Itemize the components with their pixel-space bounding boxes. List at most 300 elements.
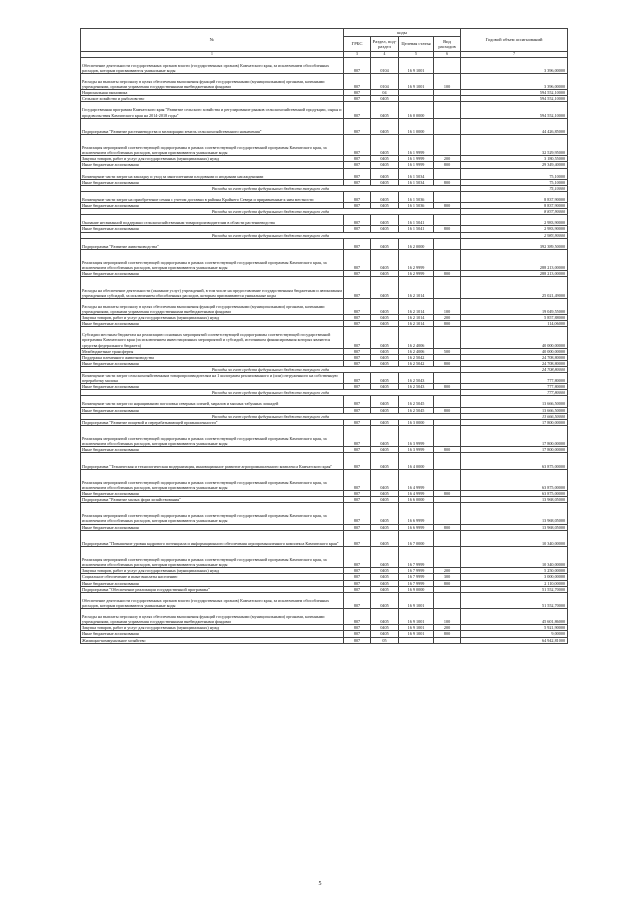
target-article-cell: 16 2 9999 xyxy=(399,271,434,277)
section-cell: 0405 xyxy=(371,530,399,546)
name-cell: Иные бюджетные ассигнования xyxy=(81,631,344,637)
federal-budget-note: Расходы за счет средств федерального бюджета текущего года xyxy=(81,185,461,191)
table-row xyxy=(81,73,568,89)
target-article-cell: 16 1 5041 xyxy=(399,215,434,226)
expense-type-cell xyxy=(434,637,461,643)
table-row xyxy=(81,425,568,446)
grbs-cell: 807 xyxy=(344,168,371,179)
grbs-cell: 807 xyxy=(344,580,371,586)
target-article-cell: 16 2 4006 xyxy=(399,348,434,354)
section-cell: 0104 xyxy=(371,57,399,73)
expense-type-cell: 800 xyxy=(434,162,461,168)
target-article-cell: 16 2 5042 xyxy=(399,360,434,366)
sum-cell: 392 389,50000 xyxy=(461,238,568,249)
section-cell: 04 xyxy=(371,90,399,96)
name-cell: Обеспечение деятельности государственных органов власти (государственных органов) Камчатского края, за исключением обособленных расходов, которым присваиваются уникальные коды xyxy=(81,592,344,608)
sum-cell: 777,80000 xyxy=(461,372,568,383)
sum-cell: 3 180,55000 xyxy=(461,156,568,162)
sum-cell: 13 968,05000 xyxy=(461,524,568,530)
section-cell: 0405 xyxy=(371,191,399,202)
note-sum-cell: 2 983,90000 xyxy=(461,232,568,238)
name-cell: Реализация мероприятий соответствующей подпрограммы в рамках соответствующей государственной программы Камчатского края, за исключением обособленных расходов, которым присваиваются уникальные коды xyxy=(81,425,344,446)
table-row xyxy=(81,372,568,383)
target-article-cell: 16 6 9999 xyxy=(399,524,434,530)
target-article-cell: 16 7 0000 xyxy=(399,530,434,546)
sum-cell: 45 601,86000 xyxy=(461,609,568,625)
expense-type-cell xyxy=(434,372,461,383)
grbs-cell: 807 xyxy=(344,96,371,102)
name-cell: Иные бюджетные ассигнования xyxy=(81,524,344,530)
name-cell: Закупка товаров, работ и услуг для государственных (муниципальных) нужд xyxy=(81,156,344,162)
target-article-cell: 16 9 1001 xyxy=(399,609,434,625)
grbs-cell: 807 xyxy=(344,277,371,298)
expense-type-cell xyxy=(434,546,461,567)
name-cell: Подпрограмма "Техническая и технологическая модернизация, инновационное развитие агропромышленного комплекса Камчатского края" xyxy=(81,453,344,469)
section-cell: 0405 xyxy=(371,118,399,134)
grbs-cell: 807 xyxy=(344,546,371,567)
name-cell: Реализация мероприятий соответствующей подпрограммы в рамках соответствующей государственной программы Камчатского края, за исключением обособленных расходов, которым присваиваются уникальные коды xyxy=(81,503,344,524)
num-header: № xyxy=(81,29,344,52)
federal-budget-note: Расходы за счет средств федерального бюджета текущего года xyxy=(81,209,461,215)
grbs-cell: 807 xyxy=(344,226,371,232)
sum-cell: 13 666,50000 xyxy=(461,407,568,413)
table-row xyxy=(81,637,568,643)
sum-header: Годовой объем ассигнований xyxy=(461,29,568,52)
grbs-cell: 807 xyxy=(344,73,371,89)
sum-cell: 3 396,00000 xyxy=(461,57,568,73)
section-cell: 0405 xyxy=(371,215,399,226)
name-cell: Иные бюджетные ассигнования xyxy=(81,179,344,185)
section-cell: 0405 xyxy=(371,586,399,592)
target-article-cell: 16 2 5045 xyxy=(399,396,434,407)
name-cell: Иные бюджетные ассигнования xyxy=(81,321,344,327)
sum-cell: 5 921,90000 xyxy=(461,625,568,631)
name-cell: Подпрограмма "Развитие малых форм хозяйствования" xyxy=(81,497,344,503)
grbs-cell: 807 xyxy=(344,637,371,643)
name-cell: Иные бюджетные ассигнования xyxy=(81,580,344,586)
section-cell: 0405 xyxy=(371,546,399,567)
name-cell: Реализация мероприятий соответствующей подпрограммы в рамках соответствующей государственной программы Камчатского края, за исключением обособленных расходов, которым присваиваются уникальные коды xyxy=(81,249,344,270)
expense-type-cell: 800 xyxy=(434,321,461,327)
section-cell: 0405 xyxy=(371,327,399,348)
target-article-cell: 16 4 9999 xyxy=(399,491,434,497)
section-cell: 0405 xyxy=(371,321,399,327)
name-cell: Иные бюджетные ассигнования xyxy=(81,162,344,168)
section-cell: 0405 xyxy=(371,298,399,314)
sum-cell: 2 983,90000 xyxy=(461,226,568,232)
name-cell: Иные бюджетные ассигнования xyxy=(81,407,344,413)
section-cell: 0405 xyxy=(371,419,399,425)
name-cell: Подпрограмма "Развитие растениеводства и мелиорации земель сельскохозяйственного назначения" xyxy=(81,118,344,134)
table-row xyxy=(81,469,568,490)
target-article-cell: 16 4 0000 xyxy=(399,453,434,469)
expense-type-cell: 800 xyxy=(434,580,461,586)
section-cell: 0405 xyxy=(371,238,399,249)
sum-cell: 8 837,90000 xyxy=(461,191,568,202)
note-sum-cell: 8 837,90000 xyxy=(461,209,568,215)
target-article-cell: 16 3 9999 xyxy=(399,425,434,446)
grbs-cell: 807 xyxy=(344,327,371,348)
grbs-cell: 807 xyxy=(344,372,371,383)
note-sum-cell: 24 708,80000 xyxy=(461,366,568,372)
name-cell: Жилищно-коммунальное хозяйство xyxy=(81,637,344,643)
grbs-cell: 807 xyxy=(344,102,371,118)
section-cell: 0104 xyxy=(371,73,399,89)
target-article-cell: 16 1 5036 xyxy=(399,191,434,202)
target-article-cell: 16 4 9999 xyxy=(399,469,434,490)
grbs-cell: 807 xyxy=(344,447,371,453)
target-article-cell: 16 1 0000 xyxy=(399,118,434,134)
table-row xyxy=(81,609,568,625)
sum-cell: 3 396,00000 xyxy=(461,73,568,89)
name-cell: Реализация мероприятий соответствующей подпрограммы в рамках соответствующей государственной программы Камчатского края, за исключением обособленных расходов, которым присваиваются уникальные коды xyxy=(81,469,344,490)
section-cell: 0405 xyxy=(371,271,399,277)
sum-cell: 63 875,00000 xyxy=(461,491,568,497)
section-cell: 0405 xyxy=(371,168,399,179)
sum-cell: 10 340,00000 xyxy=(461,530,568,546)
expense-type-cell xyxy=(434,57,461,73)
sum-cell: 17 800,00000 xyxy=(461,419,568,425)
target-article-cell: 16 9 0000 xyxy=(399,586,434,592)
grbs-cell: 807 xyxy=(344,348,371,354)
sum-cell: 594 552,10000 xyxy=(461,102,568,118)
section-cell: 0405 xyxy=(371,396,399,407)
target-article-cell: 16 1 9999 xyxy=(399,134,434,155)
grbs-cell: 807 xyxy=(344,568,371,574)
name-cell: Иные бюджетные ассигнования xyxy=(81,271,344,277)
grbs-cell: 807 xyxy=(344,271,371,277)
sum-cell: 44 426,85000 xyxy=(461,118,568,134)
target-article-cell: 16 3 0000 xyxy=(399,419,434,425)
grbs-cell: 807 xyxy=(344,191,371,202)
target-article-cell: 16 7 9999 xyxy=(399,574,434,580)
expense-type-cell xyxy=(434,215,461,226)
section-cell: 0405 xyxy=(371,524,399,530)
grbs-cell: 807 xyxy=(344,156,371,162)
expense-type-cell: 800 xyxy=(434,491,461,497)
name-cell: Расходы на обеспечение деятельности (оказание услуг) учреждений, в том числе на предоставление государственным бюджетным и автономным учреждениям субсидий, за исключением обособленных расходов, которым присваиваются уникальные коды xyxy=(81,277,344,298)
target-article-cell: 16 0 0000 xyxy=(399,102,434,118)
grbs-cell: 807 xyxy=(344,354,371,360)
expense-type-cell: 800 xyxy=(434,384,461,390)
sum-cell: 40 000,00000 xyxy=(461,348,568,354)
table-row xyxy=(81,215,568,226)
grbs-cell: 807 xyxy=(344,215,371,226)
name-cell: Обеспечение деятельности государственных органов власти (государственных органов) Камчатского края, за исключением обособленных расходов, которым присваиваются уникальные коды xyxy=(81,57,344,73)
table-row xyxy=(81,546,568,567)
grbs-cell: 807 xyxy=(344,631,371,637)
section-cell: 0405 xyxy=(371,609,399,625)
target-article-cell: 16 1 9999 xyxy=(399,156,434,162)
target-article-cell: 16 2 1014 xyxy=(399,298,434,314)
target-article-cell: 16 9 1001 xyxy=(399,57,434,73)
grbs-cell: 807 xyxy=(344,503,371,524)
sum-cell: 777,80000 xyxy=(461,384,568,390)
sum-cell: 63 875,00000 xyxy=(461,469,568,490)
sum-cell: 40 000,00000 xyxy=(461,327,568,348)
target-article-cell: 16 2 0000 xyxy=(399,238,434,249)
name-cell: Социальное обеспечение и иные выплаты населению xyxy=(81,574,344,580)
name-cell: Иные бюджетные ассигнования xyxy=(81,447,344,453)
name-cell: Государственная программа Камчатского края "Развитие сельского хозяйства и регулирование рынков сельскохозяйственной продукции, сырья и продовольствия Камчатского края на 2014-2018 годы" xyxy=(81,102,344,118)
target-article-cell: 16 9 1001 xyxy=(399,631,434,637)
budget-rows xyxy=(81,57,568,643)
expense-type-cell xyxy=(434,425,461,446)
table-row xyxy=(81,134,568,155)
expense-type-cell xyxy=(434,592,461,608)
sum-cell: 3 000,00000 xyxy=(461,574,568,580)
section-cell: 0405 xyxy=(371,134,399,155)
expense-type-cell xyxy=(434,191,461,202)
target-article-cell: 16 9 1001 xyxy=(399,592,434,608)
section-cell: 0405 xyxy=(371,503,399,524)
section-cell: 0405 xyxy=(371,407,399,413)
column-index: 1 xyxy=(81,52,344,58)
expense-type-cell: 200 xyxy=(434,568,461,574)
grbs-cell: 807 xyxy=(344,162,371,168)
section-cell: 0405 xyxy=(371,203,399,209)
column-index: 4 xyxy=(371,52,399,58)
expense-type-cell xyxy=(434,102,461,118)
section-cell: 0405 xyxy=(371,360,399,366)
section-cell: 0405 xyxy=(371,469,399,490)
target-article-cell: 16 2 5043 xyxy=(399,372,434,383)
sum-cell: 17 800,00000 xyxy=(461,447,568,453)
expense-type-cell xyxy=(434,469,461,490)
page-number: 5 xyxy=(318,881,322,887)
table-row xyxy=(81,102,568,118)
expense-type-cell xyxy=(434,396,461,407)
target-article-cell: 16 2 5042 xyxy=(399,354,434,360)
sum-cell: 114,06000 xyxy=(461,321,568,327)
name-cell: Подпрограмма "Повышение уровня кадрового потенциала и информационного обеспечения агропромышленного комплекса Камчатского края" xyxy=(81,530,344,546)
grbs-cell: 807 xyxy=(344,574,371,580)
section-cell: 0405 xyxy=(371,384,399,390)
target-article-cell: 16 9 1001 xyxy=(399,73,434,89)
expense-type-cell xyxy=(434,530,461,546)
expense-type-cell: 800 xyxy=(434,631,461,637)
note-sum-cell: 777,80000 xyxy=(461,390,568,396)
section-cell: 0405 xyxy=(371,226,399,232)
table-row xyxy=(81,503,568,524)
section-cell: 0405 xyxy=(371,580,399,586)
grbs-cell: 807 xyxy=(344,524,371,530)
grbs-cell: 807 xyxy=(344,530,371,546)
expense-type-cell xyxy=(434,327,461,348)
section-cell: 0405 xyxy=(371,277,399,298)
grbs-header: ГРБС xyxy=(344,37,371,52)
column-index: 6 xyxy=(434,52,461,58)
expense-type-cell: 800 xyxy=(434,524,461,530)
section-cell: 0405 xyxy=(371,631,399,637)
table-row xyxy=(81,168,568,179)
sum-cell: 75,10000 xyxy=(461,179,568,185)
name-cell: Сельское хозяйство и рыболовство xyxy=(81,96,344,102)
section-cell: 0405 xyxy=(371,574,399,580)
section-cell: 0405 xyxy=(371,156,399,162)
name-cell: Национальная экономика xyxy=(81,90,344,96)
target-article-cell: 16 9 1001 xyxy=(399,625,434,631)
table-row xyxy=(81,396,568,407)
name-cell: Реализация мероприятий соответствующей подпрограммы в рамках соответствующей государственной программы Камчатского края, за исключением обособленных расходов, которым присваиваются уникальные коды xyxy=(81,134,344,155)
target-article-cell: 16 6 0000 xyxy=(399,497,434,503)
expense-type-cell xyxy=(434,503,461,524)
grbs-cell: 807 xyxy=(344,360,371,366)
grbs-cell: 807 xyxy=(344,315,371,321)
section-cell: 0405 xyxy=(371,162,399,168)
federal-budget-note: Расходы за счет средств федерального бюджета текущего года xyxy=(81,366,461,372)
target-article-cell: 16 3 9999 xyxy=(399,447,434,453)
expense-type-cell xyxy=(434,453,461,469)
name-cell: Иные бюджетные ассигнования xyxy=(81,491,344,497)
grbs-cell: 807 xyxy=(344,586,371,592)
section-header: Раздел, под-раздел xyxy=(371,37,399,52)
expense-type-cell xyxy=(434,238,461,249)
grbs-cell: 807 xyxy=(344,491,371,497)
sum-cell: 594 552,10000 xyxy=(461,96,568,102)
sum-cell: 24 708,80000 xyxy=(461,354,568,360)
name-cell: Подпрограмма "Обеспечение реализации государственной программы" xyxy=(81,586,344,592)
name-cell: Подпрограмма "Развитие животноводства" xyxy=(81,238,344,249)
sum-cell: 288 213,00000 xyxy=(461,249,568,270)
sum-cell: 10 340,00000 xyxy=(461,546,568,567)
note-sum-cell: 13 666,50000 xyxy=(461,413,568,419)
name-cell: Возмещение части затрат сельскохозяйственным товаропроизводителям на 1 килограмм реализованного и (или) отгруженного на собственную переработку молока xyxy=(81,372,344,383)
target-article-cell: 16 1 5036 xyxy=(399,203,434,209)
sum-cell: 13 968,05000 xyxy=(461,497,568,503)
grbs-cell: 807 xyxy=(344,90,371,96)
grbs-cell: 807 xyxy=(344,419,371,425)
expense-type-cell: 300 xyxy=(434,574,461,580)
section-cell: 0405 xyxy=(371,453,399,469)
table-row xyxy=(81,298,568,314)
grbs-cell: 807 xyxy=(344,625,371,631)
section-cell: 0405 xyxy=(371,315,399,321)
name-cell: Закупка товаров, работ и услуг для государственных (муниципальных) нужд xyxy=(81,315,344,321)
target-article-cell xyxy=(399,637,434,643)
name-cell: Иные бюджетные ассигнования xyxy=(81,360,344,366)
expense-type-cell: 800 xyxy=(434,203,461,209)
expense-type-cell: 100 xyxy=(434,609,461,625)
expense-type-cell xyxy=(434,134,461,155)
name-cell: Возмещение части затрат по наращиванию поголовья северных оленей, маралов и мясных табунных лошадей xyxy=(81,396,344,407)
name-cell: Расходы на выплаты персоналу в целях обеспечения выполнения функций государственными (муниципальными) органами, казенными учреждениями, органами управления государственными внебюджетными фондами xyxy=(81,609,344,625)
grbs-cell: 807 xyxy=(344,203,371,209)
budget-table-sheet xyxy=(80,28,567,644)
column-index: 5 xyxy=(399,52,434,58)
expense-type-cell: 200 xyxy=(434,156,461,162)
table-row xyxy=(81,277,568,298)
expense-type-cell: 800 xyxy=(434,271,461,277)
target-article-cell: 16 2 4006 xyxy=(399,327,434,348)
target-article-cell: 16 1 5041 xyxy=(399,226,434,232)
codes-header: коды xyxy=(344,29,461,37)
grbs-cell: 807 xyxy=(344,249,371,270)
sum-cell: 25 021,49000 xyxy=(461,277,568,298)
sum-cell: 51 552,70000 xyxy=(461,586,568,592)
sum-cell: 13 666,50000 xyxy=(461,396,568,407)
sum-cell: 2 110,00000 xyxy=(461,580,568,586)
name-cell: Закупка товаров, работ и услуг для государственных (муниципальных) нужд xyxy=(81,568,344,574)
expense-type-cell: 200 xyxy=(434,625,461,631)
table-row xyxy=(81,530,568,546)
sum-cell: 63 875,00000 xyxy=(461,453,568,469)
name-cell: Реализация мероприятий соответствующей подпрограммы в рамках соответствующей государственной программы Камчатского края, за исключением обособленных расходов, которым присваиваются уникальные коды xyxy=(81,546,344,567)
grbs-cell: 807 xyxy=(344,238,371,249)
section-cell: 0405 xyxy=(371,425,399,446)
table-row xyxy=(81,592,568,608)
federal-budget-note: Расходы за счет средств федерального бюджета текущего года xyxy=(81,390,461,396)
expense-type-cell: 500 xyxy=(434,348,461,354)
sum-cell: 75,10000 xyxy=(461,168,568,179)
expense-type-cell: 800 xyxy=(434,447,461,453)
sum-cell: 594 552,10000 xyxy=(461,90,568,96)
name-cell: Иные бюджетные ассигнования xyxy=(81,384,344,390)
grbs-cell: 807 xyxy=(344,469,371,490)
csr-header: Целевая статья xyxy=(399,37,434,52)
name-cell: Иные бюджетные ассигнования xyxy=(81,203,344,209)
sum-cell: 5 857,88000 xyxy=(461,315,568,321)
grbs-cell: 807 xyxy=(344,425,371,446)
budget-table xyxy=(80,28,568,644)
section-cell: 0405 xyxy=(371,179,399,185)
target-article-cell: 16 6 9999 xyxy=(399,503,434,524)
federal-budget-note: Расходы за счет средств федерального бюджета текущего года xyxy=(81,413,461,419)
sum-cell: 8 837,90000 xyxy=(461,203,568,209)
target-article-cell: 16 2 5043 xyxy=(399,384,434,390)
target-article-cell: 16 1 5034 xyxy=(399,179,434,185)
section-cell: 0405 xyxy=(371,497,399,503)
target-article-cell: 16 2 5045 xyxy=(399,407,434,413)
grbs-cell: 807 xyxy=(344,118,371,134)
expense-type-cell: 800 xyxy=(434,226,461,232)
table-row xyxy=(81,118,568,134)
federal-budget-note: Расходы за счет средств федерального бюджета текущего года xyxy=(81,232,461,238)
expense-type-cell xyxy=(434,168,461,179)
sum-cell: 51 552,70000 xyxy=(461,592,568,608)
grbs-cell: 807 xyxy=(344,57,371,73)
sum-cell: 13 968,05000 xyxy=(461,503,568,524)
sum-cell: 2 983,90000 xyxy=(461,215,568,226)
section-cell: 0405 xyxy=(371,592,399,608)
expense-type-cell: 100 xyxy=(434,73,461,89)
sum-cell: 5 250,00000 xyxy=(461,568,568,574)
section-cell: 0405 xyxy=(371,447,399,453)
grbs-cell: 807 xyxy=(344,609,371,625)
grbs-cell: 807 xyxy=(344,592,371,608)
table-row xyxy=(81,453,568,469)
name-cell: Возмещение части затрат на приобретение семян с учетом доставки в районы Крайнего Севера и приравненные к ним местности xyxy=(81,191,344,202)
grbs-cell: 807 xyxy=(344,497,371,503)
target-article-cell: 16 2 1014 xyxy=(399,277,434,298)
grbs-cell: 807 xyxy=(344,453,371,469)
grbs-cell: 807 xyxy=(344,134,371,155)
sum-cell: 24 708,80000 xyxy=(461,360,568,366)
target-article-cell: 16 7 9999 xyxy=(399,568,434,574)
sum-cell: 17 800,00000 xyxy=(461,425,568,446)
section-cell: 0405 xyxy=(371,249,399,270)
table-row xyxy=(81,57,568,73)
sum-cell: 64 942,81000 xyxy=(461,637,568,643)
target-article-cell: 16 1 5034 xyxy=(399,168,434,179)
name-cell: Расходы на выплаты персоналу в целях обеспечения выполнения функций государственными (муниципальными) органами, казенными учреждениями, органами управления государственными внебюджетными фондами xyxy=(81,73,344,89)
grbs-cell: 807 xyxy=(344,396,371,407)
section-cell: 05 xyxy=(371,637,399,643)
target-article-cell: 16 2 9999 xyxy=(399,249,434,270)
section-cell: 0405 xyxy=(371,568,399,574)
column-index: 7 xyxy=(461,52,568,58)
note-sum-cell: 75,10000 xyxy=(461,185,568,191)
